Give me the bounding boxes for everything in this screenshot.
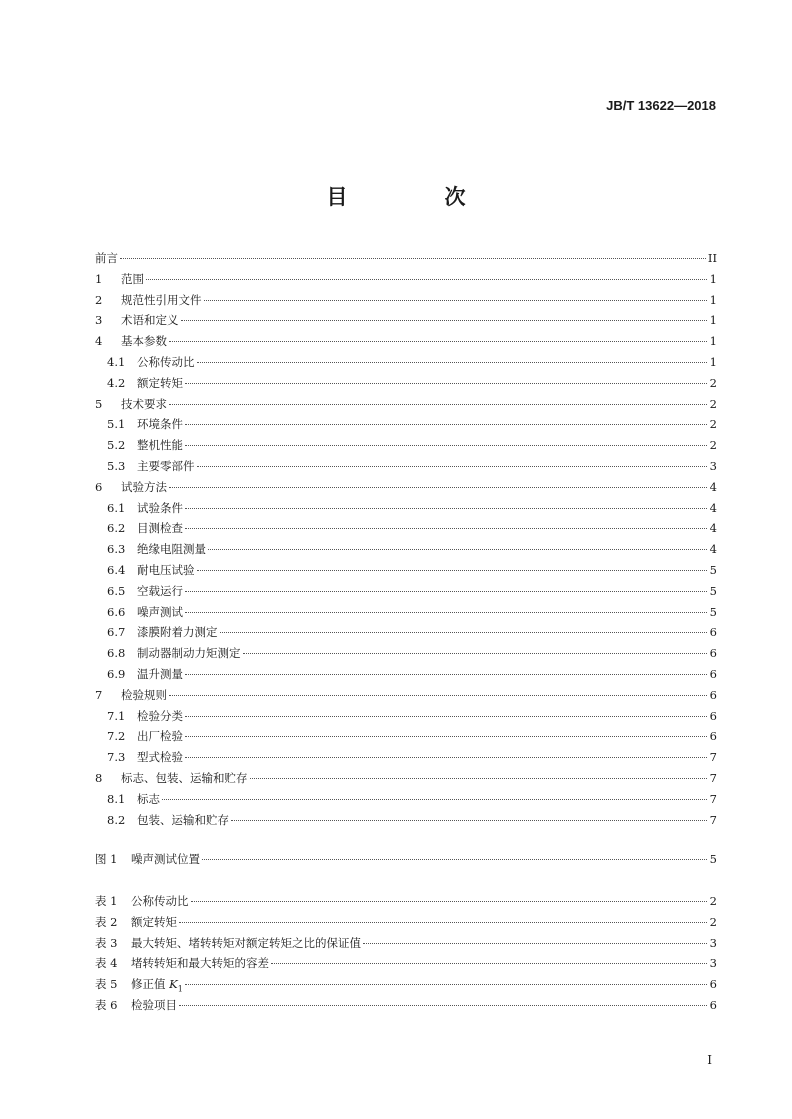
figure-entry[interactable] (95, 849, 717, 869)
dot-leader (146, 279, 707, 280)
page-ref: 7 (709, 791, 717, 806)
toc-subentry[interactable] (107, 810, 717, 830)
toc-entry[interactable] (95, 685, 717, 705)
entry-title: 型式检验 (137, 750, 183, 765)
table-entry[interactable] (95, 912, 717, 932)
entry-number: 2 (95, 292, 103, 307)
table-entry[interactable] (95, 974, 717, 994)
entry-title: 环境条件 (137, 417, 183, 432)
symbol: K (165, 977, 178, 992)
entry-title: 空载运行 (137, 583, 183, 598)
page-ref: 6 (709, 977, 717, 992)
toc-subentry[interactable] (107, 518, 717, 538)
entry-number: 5 (95, 396, 103, 411)
entry-number: 表 5 (95, 977, 118, 992)
entry-number: 4 (95, 334, 103, 349)
dot-leader (231, 820, 707, 821)
entry-title: 噪声测试位置 (131, 852, 200, 866)
page-ref: 4 (709, 500, 717, 515)
table-entry[interactable] (95, 891, 717, 911)
page-ref: 2 (709, 914, 717, 929)
toc-entry[interactable] (95, 310, 717, 330)
page-ref: 6 (709, 625, 717, 640)
dot-leader (185, 757, 707, 758)
entry-number: 1 (95, 271, 103, 286)
page-ref: 5 (709, 852, 717, 866)
toc-subentry[interactable] (107, 602, 717, 622)
toc-entry[interactable] (95, 290, 717, 310)
entry-number: 表 1 (95, 894, 118, 908)
dot-leader (185, 984, 707, 985)
page-ref: 7 (709, 750, 717, 765)
page-ref: 6 (709, 667, 717, 681)
table-entry[interactable] (95, 953, 717, 973)
toc-subentry[interactable] (107, 373, 717, 393)
dot-leader (208, 549, 707, 550)
entry-title: 标志 (137, 791, 160, 806)
page-ref: 5 (709, 604, 717, 619)
dot-leader (179, 1005, 707, 1006)
entry-number: 表 3 (95, 935, 118, 950)
entry-number: 表 6 (95, 998, 118, 1012)
entry-number: 8.1 (107, 791, 126, 806)
entry-number: 5.3 (107, 459, 126, 473)
entry-title: 技术要求 (121, 396, 167, 411)
page-ref: 6 (709, 708, 717, 723)
page-ref: 2 (709, 438, 717, 453)
dot-leader (204, 300, 708, 301)
entry-title: 范围 (121, 271, 144, 286)
toc-subentry[interactable] (107, 706, 717, 726)
toc-entry[interactable] (95, 331, 717, 351)
entry-title: 温升测量 (137, 667, 183, 681)
entry-title: 制动器制动力矩测定 (137, 646, 241, 661)
toc-subentry[interactable] (107, 456, 717, 476)
page-ref: 6 (709, 646, 717, 661)
entry-title: 堵转转矩和最大转矩的容差 (131, 956, 269, 971)
entry-number: 6.7 (107, 625, 126, 640)
entry-title: 噪声测试 (137, 604, 183, 619)
toc-subentry[interactable] (107, 664, 717, 684)
toc-subentry[interactable] (107, 560, 717, 580)
entry-number: 4.2 (107, 375, 126, 390)
table-entry[interactable] (95, 995, 717, 1015)
dot-leader (271, 963, 707, 964)
entry-number: 表 2 (95, 914, 118, 929)
entry-title: 检验项目 (131, 998, 177, 1012)
dot-leader (185, 716, 707, 717)
entry-title: 额定转矩 (137, 375, 183, 390)
page-ref: 7 (709, 771, 717, 785)
entry-number: 3 (95, 313, 103, 328)
toc-subentry[interactable] (107, 643, 717, 663)
toc-entry[interactable] (95, 477, 717, 497)
entry-number: 6 (95, 479, 103, 494)
entry-title: 主要零部件 (137, 459, 195, 473)
entry-title: 试验条件 (137, 500, 183, 515)
entry-number: 6.8 (107, 646, 126, 661)
dot-leader (185, 591, 707, 592)
entry-title: 耐电压试验 (137, 563, 195, 577)
entry-number: 图 1 (95, 852, 118, 866)
entry-number: 7.3 (107, 750, 126, 765)
page-ref: 1 (709, 271, 717, 286)
entry-title: 标志、包装、运输和贮存 (121, 771, 248, 785)
page-ref: 3 (709, 459, 717, 473)
entry-number: 6.5 (107, 583, 126, 598)
dot-leader (220, 632, 708, 633)
standard-code: JB/T 13622—2018 (606, 98, 716, 113)
dot-leader (185, 383, 707, 384)
page-ref: 6 (709, 687, 717, 702)
toc-subentry[interactable] (107, 726, 717, 746)
entry-title: 出厂检验 (137, 729, 183, 744)
page-ref: 4 (709, 542, 717, 557)
dot-leader (185, 528, 707, 529)
dot-leader (191, 901, 708, 902)
dot-leader (185, 508, 707, 509)
page-ref: 3 (709, 956, 717, 971)
dot-leader (169, 487, 707, 488)
entry-title: 检验规则 (121, 687, 167, 702)
entry-number: 表 4 (95, 956, 118, 971)
dot-leader (169, 404, 707, 405)
page-ref: 3 (709, 935, 717, 950)
entry-title: 整机性能 (137, 438, 183, 453)
page-ref: 1 (709, 292, 717, 307)
dot-leader (197, 570, 708, 571)
entry-number: 7 (95, 687, 103, 702)
entry-number: 6.2 (107, 521, 126, 536)
entry-number: 8 (95, 771, 103, 785)
dot-leader (120, 258, 706, 259)
toc-subentry[interactable] (107, 352, 717, 372)
page-ref: 4 (709, 479, 717, 494)
entry-title: 绝缘电阻测量 (137, 542, 206, 557)
dot-leader (181, 320, 708, 321)
entry-title: 最大转矩、堵转转矩对额定转矩之比的保证值 (131, 935, 361, 950)
toc-entry[interactable] (95, 394, 717, 414)
entry-title: 漆膜附着力测定 (137, 625, 218, 640)
dot-leader (197, 466, 708, 467)
page-ref: 2 (709, 417, 717, 432)
page-title: 目 次 (326, 185, 504, 209)
entry-title: 试验方法 (121, 479, 167, 494)
page-ref: 6 (709, 729, 717, 744)
dot-leader (243, 653, 708, 654)
page-ref: 1 (709, 355, 717, 369)
entry-title: 规范性引用文件 (121, 292, 202, 307)
entry-number: 7.1 (107, 708, 126, 723)
dot-leader (250, 778, 708, 779)
entry-number: 6.4 (107, 563, 126, 577)
dot-leader (169, 695, 707, 696)
entry-title: 修正值 $K_1$ (131, 977, 183, 994)
entry-title: 包装、运输和贮存 (137, 812, 229, 827)
page-ref: 5 (709, 563, 717, 577)
page-ref: 2 (709, 894, 717, 908)
dot-leader (162, 799, 707, 800)
toc-subentry[interactable] (107, 789, 717, 809)
page-ref: 4 (709, 521, 717, 536)
toc-entry[interactable] (95, 768, 717, 788)
toc-subentry[interactable] (107, 435, 717, 455)
toc-entry[interactable] (95, 248, 717, 268)
page-ref: 2 (709, 375, 717, 390)
dot-leader (202, 859, 707, 860)
entry-number: 7.2 (107, 729, 126, 744)
entry-number: 6.3 (107, 542, 126, 557)
toc-subentry[interactable] (107, 414, 717, 434)
page-ref: 1 (709, 334, 717, 349)
entry-title: 前言 (95, 251, 118, 265)
toc-subentry[interactable] (107, 747, 717, 767)
dot-leader (363, 943, 707, 944)
entry-title: 公称传动比 (131, 894, 189, 908)
entry-number: 5.1 (107, 417, 126, 432)
entry-title: 基本参数 (121, 334, 167, 349)
page-ref: 6 (709, 998, 717, 1012)
toc-subentry[interactable] (107, 581, 717, 601)
page-number: I (707, 1053, 712, 1067)
symbol-subscript: 1 (177, 984, 183, 994)
entry-number: 6.6 (107, 604, 126, 619)
dot-leader (185, 674, 707, 675)
entry-number: 5.2 (107, 438, 126, 453)
dot-leader (197, 362, 708, 363)
dot-leader (185, 445, 707, 446)
dot-leader (185, 736, 707, 737)
page-ref: II (707, 251, 717, 265)
entry-title: 术语和定义 (121, 313, 179, 328)
page-ref: 2 (709, 396, 717, 411)
toc-entry[interactable] (95, 269, 717, 289)
entry-number: 8.2 (107, 812, 126, 827)
page-ref: 5 (709, 583, 717, 598)
dot-leader (185, 424, 707, 425)
entry-number: 6.9 (107, 667, 126, 681)
dot-leader (185, 612, 707, 613)
page-ref: 1 (709, 313, 717, 328)
toc-subentry[interactable] (107, 539, 717, 559)
entry-title: 检验分类 (137, 708, 183, 723)
entry-number: 4.1 (107, 355, 126, 369)
table-entry[interactable] (95, 933, 717, 953)
entry-number: 6.1 (107, 500, 126, 515)
toc-subentry[interactable] (107, 622, 717, 642)
entry-title: 额定转矩 (131, 914, 177, 929)
entry-title: 公称传动比 (137, 355, 195, 369)
entry-title: 目测检查 (137, 521, 183, 536)
page-ref: 7 (709, 812, 717, 827)
dot-leader (169, 341, 707, 342)
toc-subentry[interactable] (107, 498, 717, 518)
dot-leader (179, 922, 707, 923)
